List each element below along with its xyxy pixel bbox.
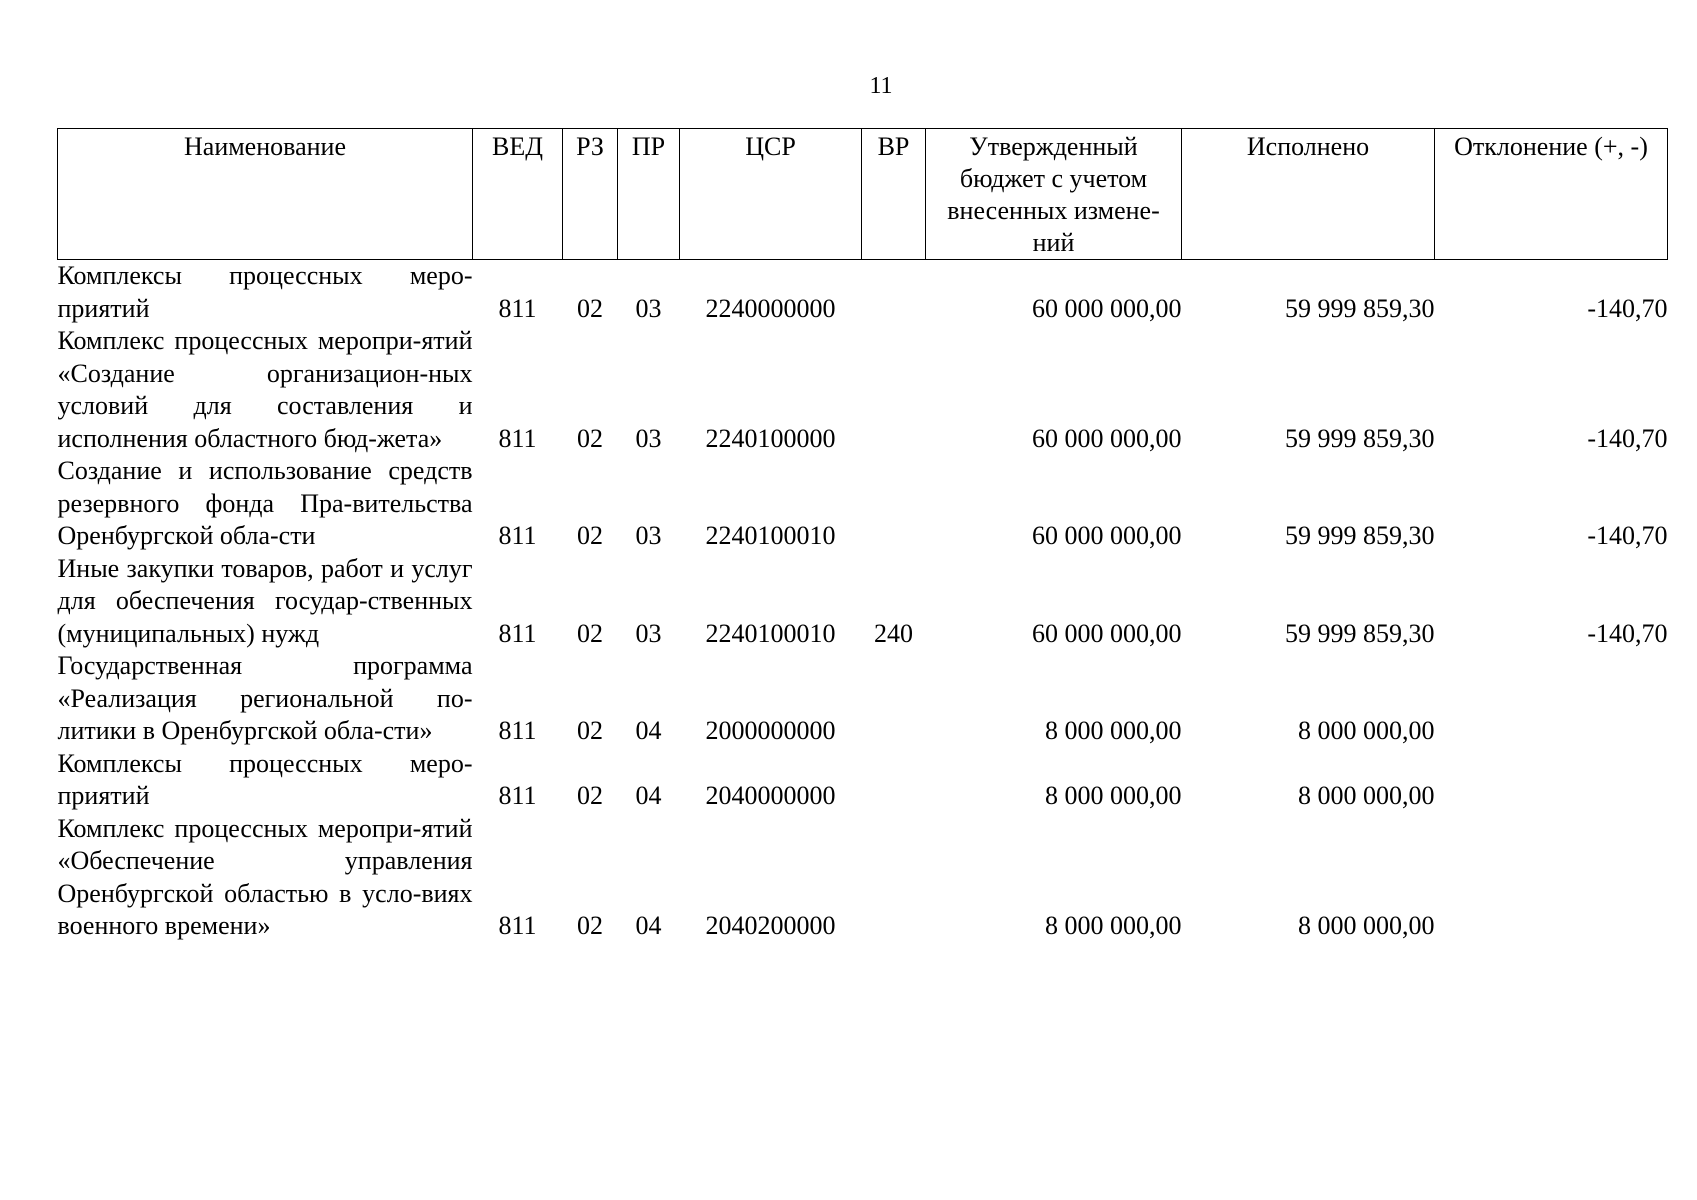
table-body	[58, 260, 1668, 943]
row-deviation	[1435, 748, 1668, 813]
row-deviation	[1435, 650, 1668, 748]
row-vr	[862, 455, 926, 553]
row-executed: 8 000 000,00	[1298, 911, 1435, 940]
row-approved: 8 000 000,00	[1045, 781, 1182, 810]
row-csr: 2040200000	[705, 911, 836, 940]
row-deviation: -140,70	[1587, 293, 1668, 323]
table-row	[58, 650, 1668, 748]
row-ved: 811	[498, 521, 537, 550]
header-vr: ВР	[862, 129, 926, 260]
row-name: Комплекс процессных меропри-ятий «Создание организацион-ных условий для составления и исполнения областного бюд-жета»	[57, 326, 473, 453]
row-approved: 8 000 000,00	[1045, 716, 1182, 745]
row-csr: 2240100010	[705, 521, 836, 550]
page-number: 11	[869, 73, 893, 99]
row-rz: 02	[577, 423, 603, 453]
row-name: Создание и использование средств резервного фонда Пра-вительства Оренбургской обла-сти	[57, 456, 473, 550]
header-pr: ПР	[618, 129, 680, 260]
row-rz: 02	[577, 293, 603, 323]
row-name: Государственная программа «Реализация региональной по-литики в Оренбургской обла-сти»	[57, 651, 473, 745]
header-name: Наименование	[58, 129, 473, 260]
row-deviation	[1435, 813, 1668, 943]
row-vr	[862, 748, 926, 813]
row-ved: 811	[498, 716, 537, 745]
table-row	[58, 325, 1668, 455]
header-executed: Исполнено	[1182, 129, 1435, 260]
row-approved: 8 000 000,00	[1045, 911, 1182, 940]
row-ved: 811	[498, 781, 537, 810]
table-row	[58, 553, 1668, 651]
header-rz: РЗ	[563, 129, 618, 260]
header-csr: ЦСР	[680, 129, 862, 260]
row-pr: 04	[635, 911, 662, 940]
row-deviation: -140,70	[1587, 521, 1668, 550]
row-csr: 2240100000	[705, 423, 836, 453]
row-pr: 03	[635, 423, 662, 453]
row-rz: 02	[577, 781, 603, 810]
row-name: Комплексы процессных меро-приятий	[57, 748, 473, 810]
header-approved: Утвержденный бюджет с учетом внесенных измене-ний	[926, 129, 1182, 260]
row-executed: 59 999 859,30	[1285, 423, 1435, 453]
row-ved: 811	[498, 293, 537, 323]
row-ved: 811	[498, 911, 537, 940]
row-approved: 60 000 000,00	[1032, 423, 1182, 453]
row-name: Комплексы процессных меро-приятий	[57, 261, 473, 323]
row-vr	[862, 813, 926, 943]
header-deviation: Отклонение (+, -)	[1435, 129, 1668, 260]
row-csr: 2000000000	[705, 716, 836, 745]
row-executed: 59 999 859,30	[1285, 618, 1435, 648]
row-rz: 02	[577, 521, 603, 550]
row-rz: 02	[577, 911, 603, 940]
header-row	[58, 129, 1668, 260]
row-deviation: -140,70	[1587, 618, 1668, 648]
row-rz: 02	[577, 618, 603, 648]
table-row	[58, 260, 1668, 326]
row-csr: 2240100010	[705, 618, 836, 648]
row-ved: 811	[498, 423, 537, 453]
row-executed: 59 999 859,30	[1285, 521, 1435, 550]
row-deviation: -140,70	[1587, 423, 1668, 453]
row-pr: 04	[635, 781, 662, 810]
row-vr: 240	[874, 618, 913, 648]
row-pr: 04	[635, 716, 662, 745]
row-csr: 2240000000	[705, 293, 836, 323]
row-approved: 60 000 000,00	[1032, 521, 1182, 550]
row-pr: 03	[635, 521, 662, 550]
row-approved: 60 000 000,00	[1032, 618, 1182, 648]
row-name: Комплекс процессных меропри-ятий «Обеспечение управления Оренбургской областью в усло-виях военного времени»	[57, 813, 473, 940]
row-pr: 03	[635, 618, 662, 648]
table-row	[58, 748, 1668, 813]
table-row	[58, 813, 1668, 943]
row-executed: 8 000 000,00	[1298, 781, 1435, 810]
row-rz: 02	[577, 716, 603, 745]
row-ved: 811	[498, 618, 537, 648]
row-vr	[862, 650, 926, 748]
row-vr	[862, 325, 926, 455]
row-vr	[862, 260, 926, 326]
row-name: Иные закупки товаров, работ и услуг для обеспечения государ-ственных (муниципальных) нужд	[57, 553, 473, 648]
row-approved: 60 000 000,00	[1032, 293, 1182, 323]
row-csr: 2040000000	[705, 781, 836, 810]
row-pr: 03	[635, 293, 662, 323]
budget-execution-table	[57, 128, 1668, 943]
table-header	[58, 129, 1668, 260]
row-executed: 8 000 000,00	[1298, 716, 1435, 745]
row-executed: 59 999 859,30	[1285, 293, 1435, 323]
header-ved: ВЕД	[473, 129, 563, 260]
table-row	[58, 455, 1668, 553]
